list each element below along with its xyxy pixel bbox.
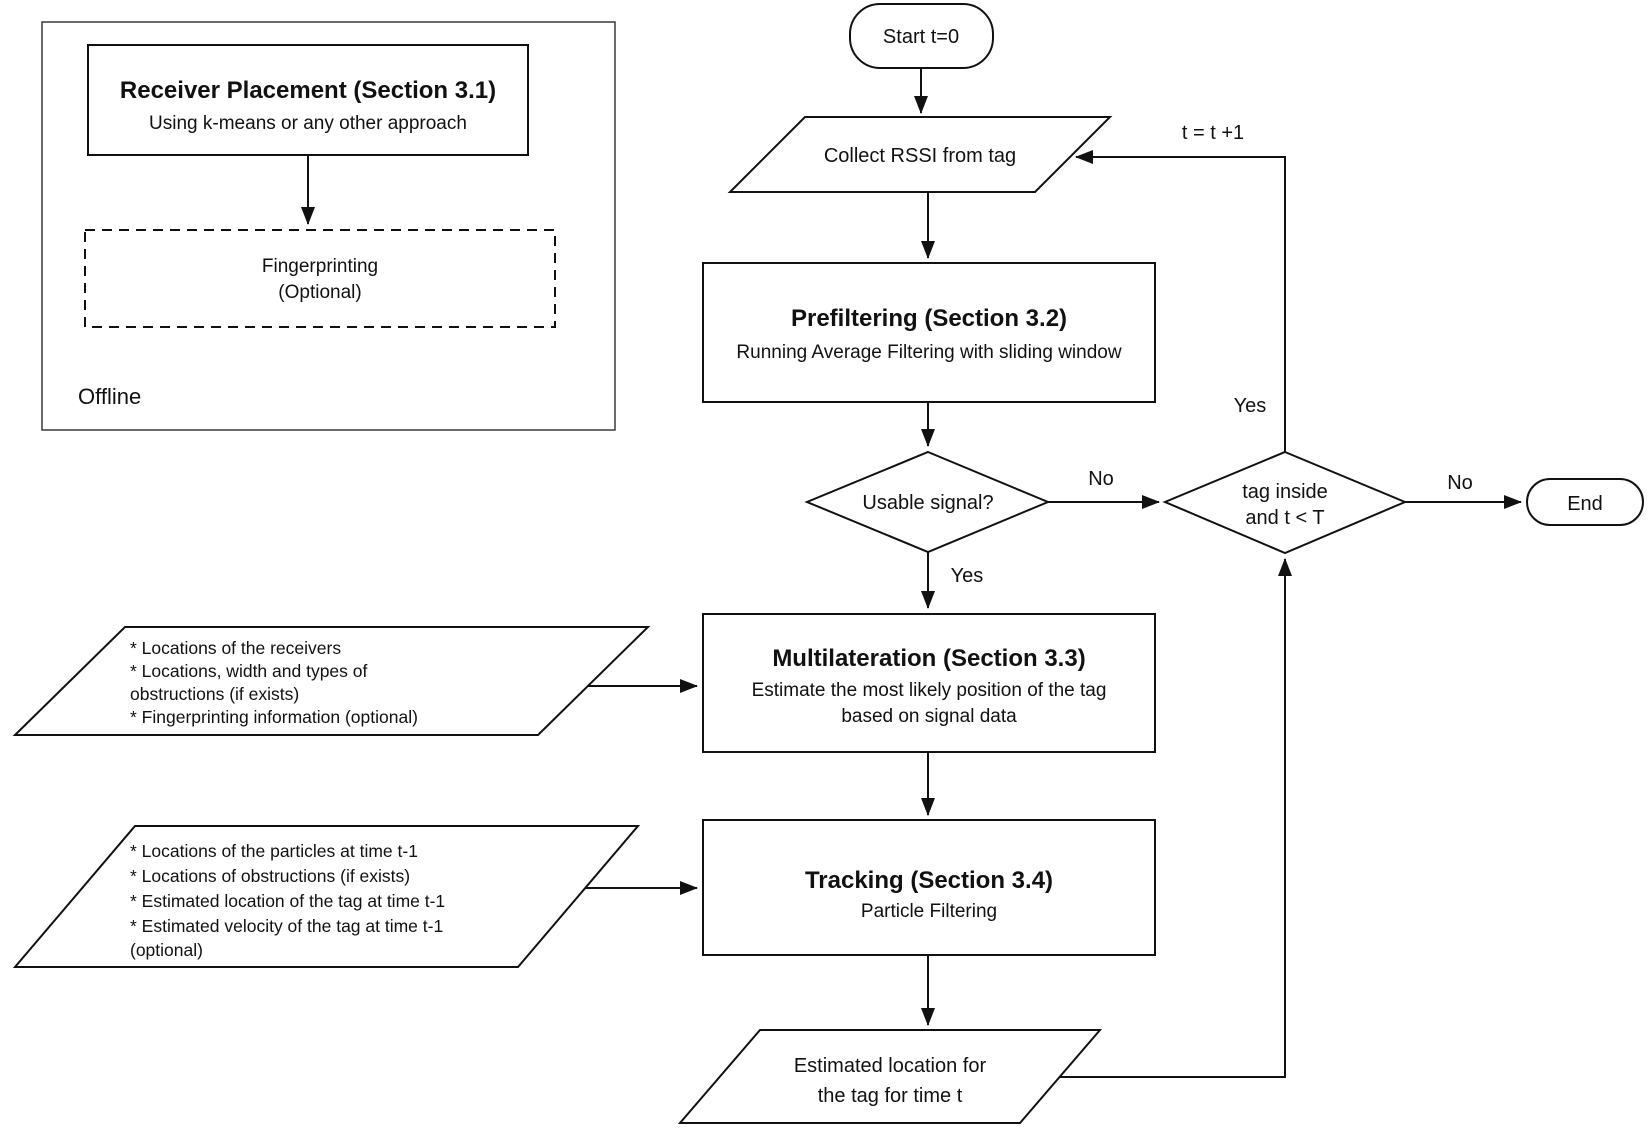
tracking-inputs-line4: * Estimated velocity of the tag at time t-1: [130, 916, 444, 936]
tag-inside-line2: and t < T: [1245, 507, 1325, 529]
start-node: [850, 4, 993, 68]
multilateration-inputs-line2: * Locations, width and types of: [130, 661, 368, 681]
tracking-inputs-node: [15, 826, 638, 967]
multilateration-inputs-node: [15, 627, 648, 735]
tracking-inputs-line1: * Locations of the particles at time t-1: [130, 841, 418, 861]
usable-no-label: No: [1088, 468, 1114, 490]
end-label: End: [1567, 493, 1603, 515]
receiver-placement-title: Receiver Placement (Section 3.1): [119, 77, 497, 104]
fingerprinting-label-line2: (Optional): [278, 282, 362, 303]
usable-signal-diamond: [807, 452, 1048, 552]
tracking-title: Tracking (Section 3.4): [804, 867, 1054, 894]
usable-yes-label: Yes: [950, 565, 984, 587]
taginside-no-label: No: [1447, 472, 1473, 494]
multilateration-title: Multilateration (Section 3.3): [772, 645, 1086, 672]
estimated-location-line2: the tag for time t: [817, 1085, 963, 1107]
collect-rssi-node: [730, 117, 1110, 192]
receiver-placement-subtitle: Using k-means or any other approach: [149, 113, 467, 134]
tag-inside-diamond: [1165, 452, 1405, 553]
tracking-inputs-line3: * Estimated location of the tag at time t-1: [130, 891, 446, 911]
estimated-location-line1: Estimated location for: [793, 1055, 987, 1077]
multilateration-subtitle-line2: based on signal data: [841, 706, 1017, 727]
collect-rssi-label: Collect RSSI from tag: [823, 145, 1017, 167]
taginside-yes-label: Yes: [1233, 395, 1267, 417]
prefiltering-box: [703, 263, 1155, 402]
usable-signal-label: Usable signal?: [862, 492, 994, 514]
tracking-inputs-line5: (optional): [130, 940, 203, 960]
multilateration-inputs-line4: * Fingerprinting information (optional): [130, 707, 418, 727]
fingerprinting-box: [85, 230, 555, 327]
tracking-subtitle: Particle Filtering: [860, 901, 998, 922]
fingerprinting-label-line1: Fingerprinting: [261, 256, 379, 277]
offline-label: Offline: [78, 384, 142, 409]
increment-label: t = t +1: [1181, 122, 1245, 144]
multilateration-inputs-line3: obstructions (if exists): [130, 684, 300, 704]
prefiltering-title: Prefiltering (Section 3.2): [790, 305, 1068, 332]
end-node: [1527, 479, 1643, 525]
tracking-inputs-line2: * Locations of obstructions (if exists): [130, 866, 411, 886]
multilateration-box: [703, 614, 1155, 752]
prefiltering-subtitle: Running Average Filtering with sliding window: [736, 342, 1122, 363]
prefiltering-rect: [703, 263, 1155, 402]
receiver-placement-box: [88, 45, 528, 155]
multilateration-subtitle-line1: Estimate the most likely position of the tag: [751, 680, 1107, 701]
multilateration-inputs-line1: * Locations of the receivers: [130, 638, 342, 658]
fingerprinting-rect: [85, 230, 555, 327]
tag-inside-line1: tag inside: [1242, 481, 1328, 503]
start-label: Start t=0: [882, 26, 960, 48]
tracking-box: [703, 820, 1155, 955]
estimated-location-node: [680, 1030, 1100, 1123]
offline-panel: [42, 22, 615, 430]
